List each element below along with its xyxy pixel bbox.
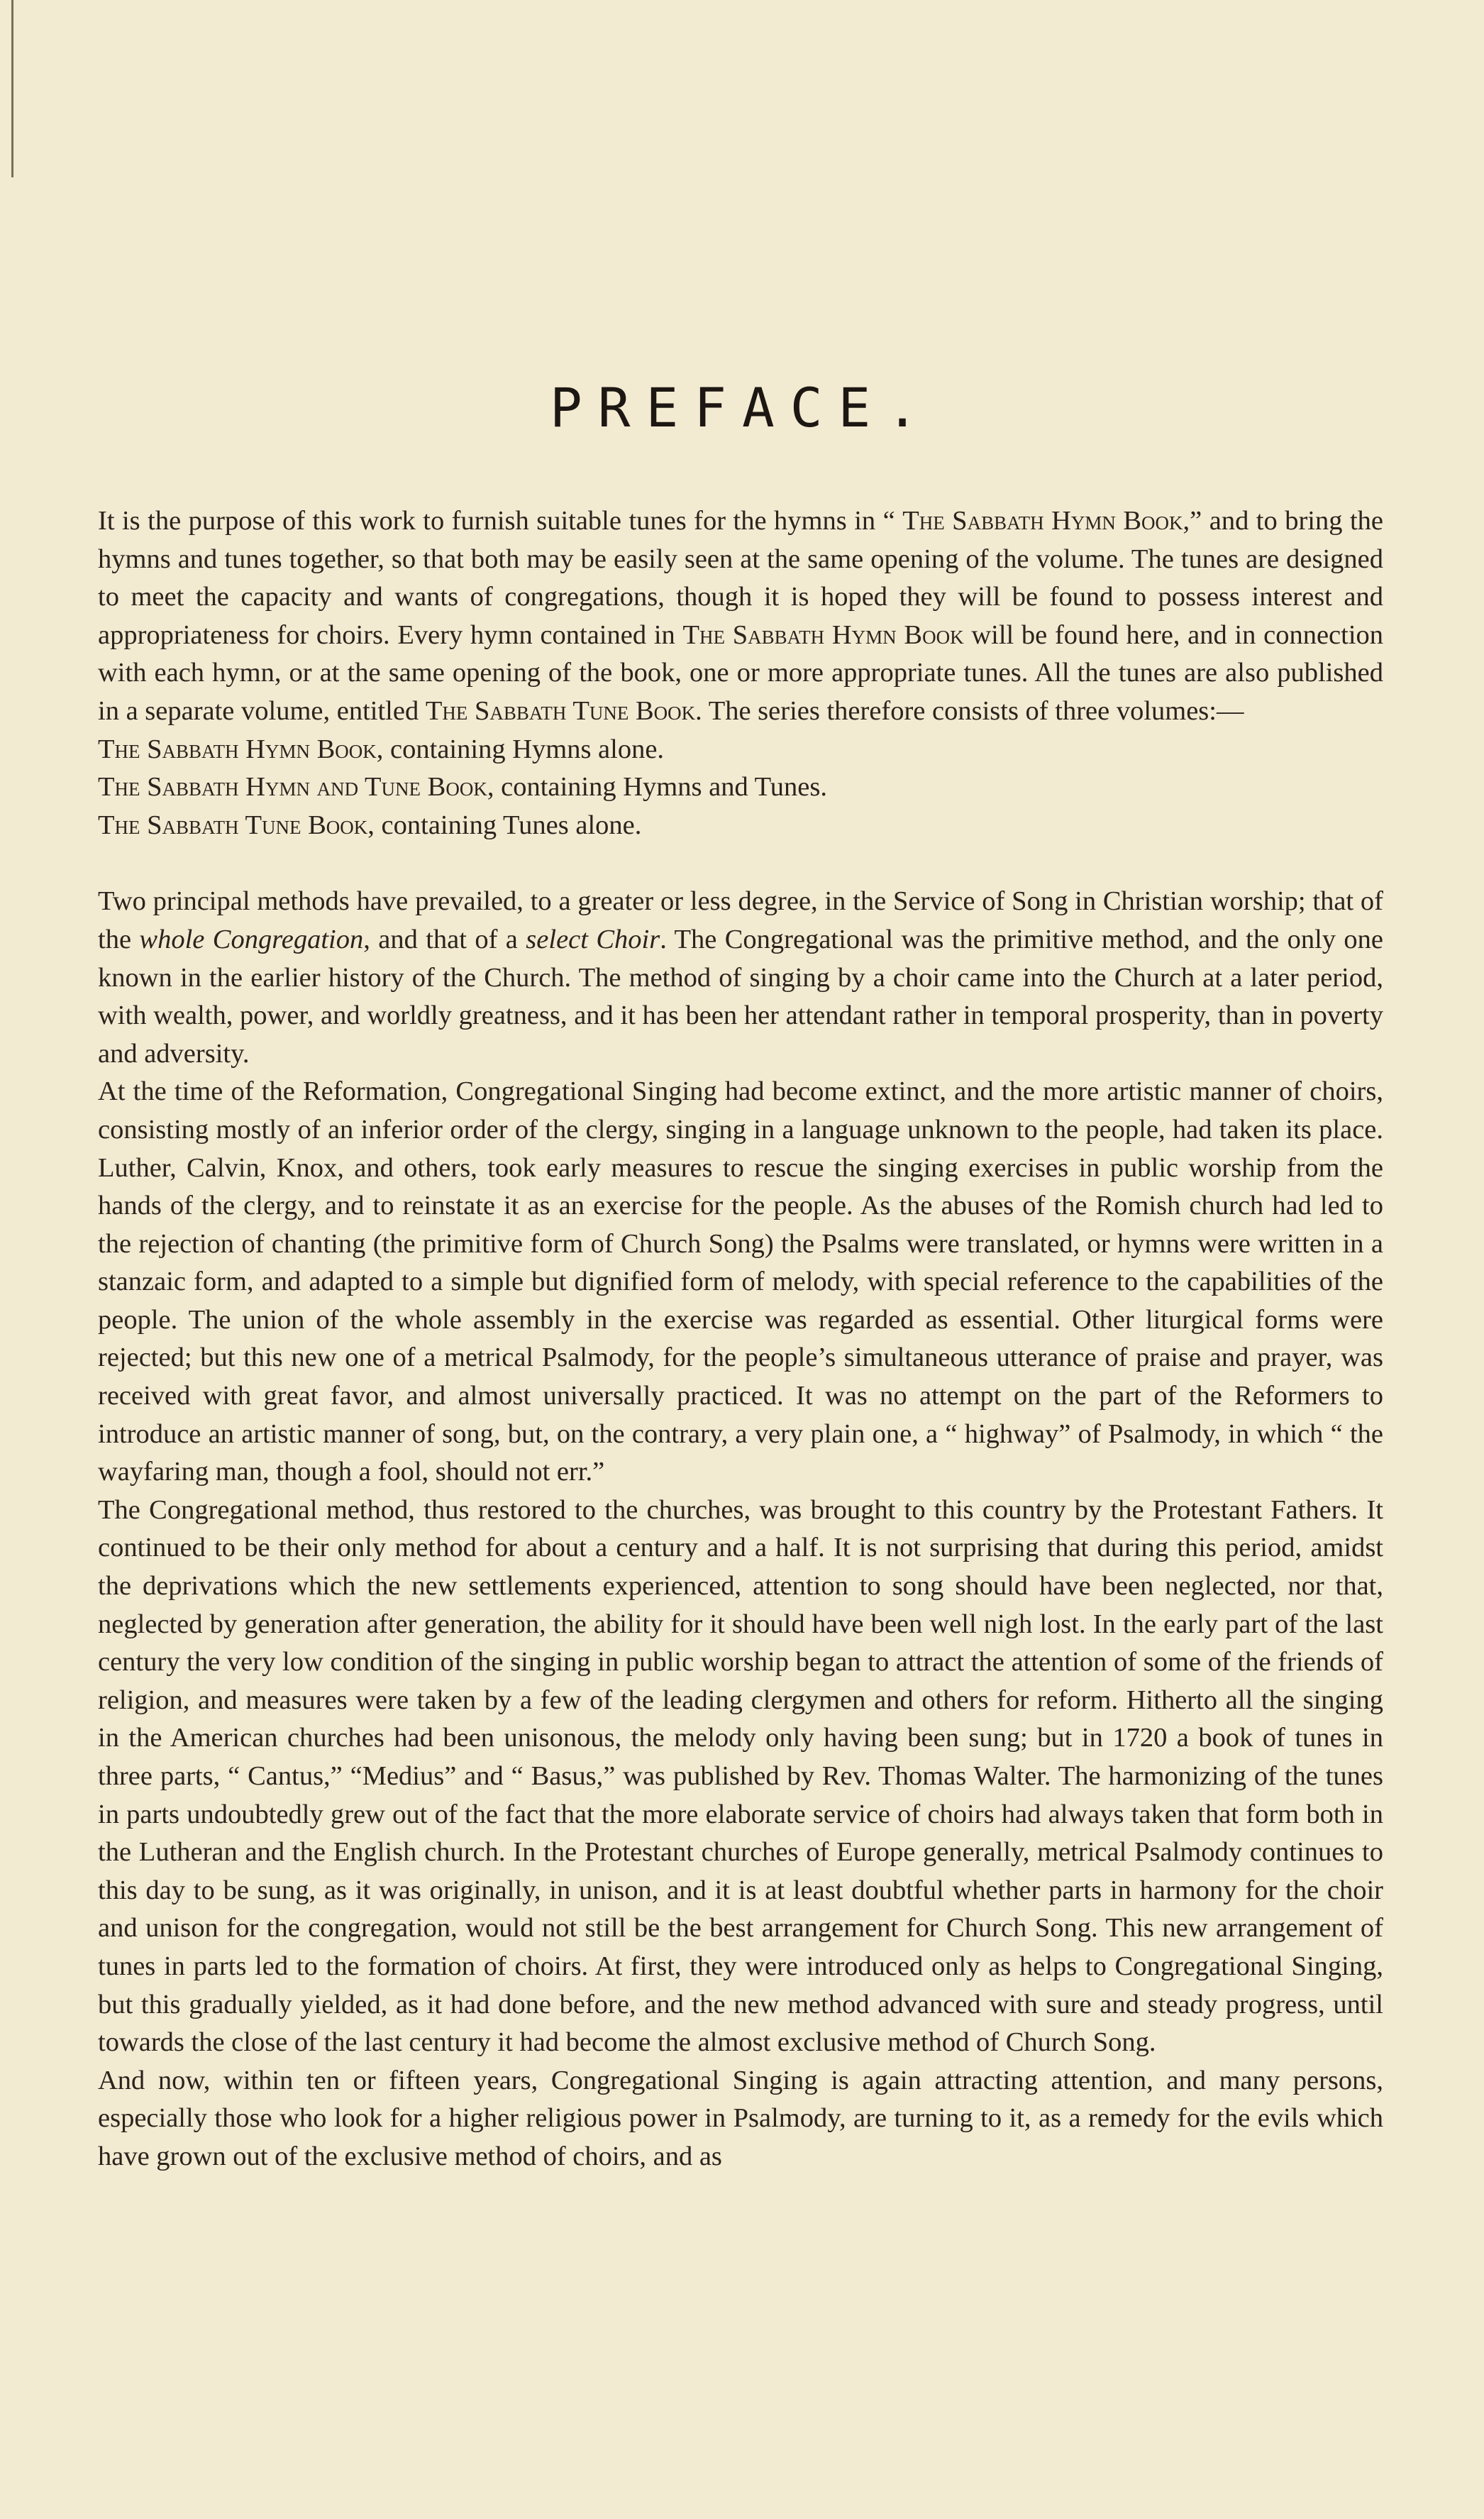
intro-paragraph [98, 502, 1383, 731]
page-edge-rule [11, 0, 13, 177]
volume-item [98, 768, 1383, 807]
intro-book-title-1: The Sabbath Hymn Book [902, 506, 1183, 536]
methods-paragraph [98, 883, 1383, 1073]
volume-item [98, 731, 1383, 769]
reformation-paragraph: At the time of the Reformation, Congregational Singing had become extinct, and the more artistic manner of choirs, consisting mostly of an inferior order of the clergy, singing in a language unknown to the people, had taken its place. Luther, Calvin, Knox, and others, took early measures to rescue the singing exercises in public worship from the hands of the clergy, and to reinstate it as an exercise for the people. As the abuses of the Romish church had led to the rejection of chanting (the primitive form of Church Song) the Psalms were translated, or hymns were written in a stanzaic form, and adapted to a simple but dignified form of melody, with special reference to the capabilities of the people. The union of the whole assembly in the exercise was regarded as essential. Other liturgical forms were rejected; but this new one of a metrical Psalmody, for the people’s simultaneous utterance of praise and prayer, was received with great favor, and almost universally practiced. It was no attempt on the part of the Reformers to introduce an artistic manner of song, but, on the contrary, a very plain one, a “ highway” of Psalmody, in which “ the wayfaring man, though a fool, should not err.” [98, 1076, 1383, 1487]
intro-text-c: will be found here, and in connection with each hymn, or at the same opening of the book, one or more appropriate tunes. All the tunes are also published in a separate volume, entitled [98, 619, 1384, 726]
methods-text-a: Two principal methods have prevailed, to a greater or less degree, in the Service of Song in Christian worship; that of the [98, 886, 1383, 954]
methods-emphasis-congregation: whole Congregation [139, 924, 364, 954]
section-gap [98, 844, 1383, 883]
volume-name: The Sabbath Hymn and Tune Book [98, 772, 487, 803]
volume-list [98, 731, 1383, 845]
volume-desc: , containing Hymns alone. [376, 734, 665, 764]
intro-book-title-2: The Sabbath Hymn Book [682, 619, 964, 650]
volume-name: The Sabbath Tune Book [98, 810, 368, 840]
volume-desc: , containing Tunes alone. [367, 810, 642, 840]
volume-desc: , containing Hymns and Tunes. [487, 772, 827, 803]
intro-text-b: ,” and to bring the hymns and tunes together, so that both may be easily seen at the same opening of the volume. The tunes are designed to meet the capacity and wants of congregations, though it is hoped they will be found to possess interest and appropriateness for choirs. Every hymn contained in [98, 506, 1383, 650]
volume-name: The Sabbath Hymn Book [98, 734, 377, 764]
page-title: PREFACE. [549, 376, 935, 439]
methods-text-c: . The Congregational was the primitive method, and the only one known in the earlier history of the Church. The method of singing by a choir came into the Church at a later period, with wealth, power, and worldly greatness, and it has been her attendant rather in temporal prosperity, than in poverty and adversity. [98, 924, 1384, 1069]
intro-text-a: It is the purpose of this work to furnish suitable tunes for the hymns in “ [98, 506, 903, 536]
preface-body [98, 502, 1383, 2176]
intro-book-title-3: The Sabbath Tune Book [425, 695, 696, 726]
now-paragraph: And now, within ten or fifteen years, Congregational Singing is again attracting attention, and many persons, especially those who look for a higher religious power in Psalmody, are turning to it, as a remedy for the evils which have grown out of the exclusive method of choirs, and as [98, 2065, 1383, 2171]
methods-emphasis-choir: select Choir [526, 924, 660, 954]
volume-item [98, 807, 1383, 845]
methods-text-b: , and that of a [363, 924, 526, 954]
congregational-paragraph: The Congregational method, thus restored to the churches, was brought to this country by the Protestant Fathers. It continued to be their only method for about a century and a half. It is not surprising that during this period, amidst the deprivations which the new settlements experienced, attention to song should have been neglected, nor that, neglected by generation after generation, the ability for it should have been well nigh lost. In the early part of the last century the very low condition of the singing in public worship began to attract the attention of some of the friends of religion, and measures were taken by a few of the leading clergymen and others for reform. Hitherto all the singing in the American churches had been unisonous, the melody only having been sung; but in 1720 a book of tunes in three parts, “ Cantus,” “Medius” and “ Basus,” was published by Rev. Thomas Walter. The harmonizing of the tunes in parts undoubtedly grew out of the fact that the more elaborate service of choirs had always taken that form both in the Lutheran and the English church. In the Protestant churches of Europe generally, metrical Psalmody continues to this day to be sung, as it was originally, in unison, and it is at least doubtful whether parts in harmony for the choir and unison for the congregation, would not still be the best arrangement for Church Song. This new arrangement of tunes in parts led to the formation of choirs. At first, they were introduced only as helps to Congregational Singing, but this gradually yielded, as it had done before, and the new method advanced with sure and steady progress, until towards the close of the last century it had become the almost exclusive method of Church Song. [98, 1494, 1383, 2058]
intro-text-d: . The series therefore consists of three volumes:— [695, 695, 1244, 726]
